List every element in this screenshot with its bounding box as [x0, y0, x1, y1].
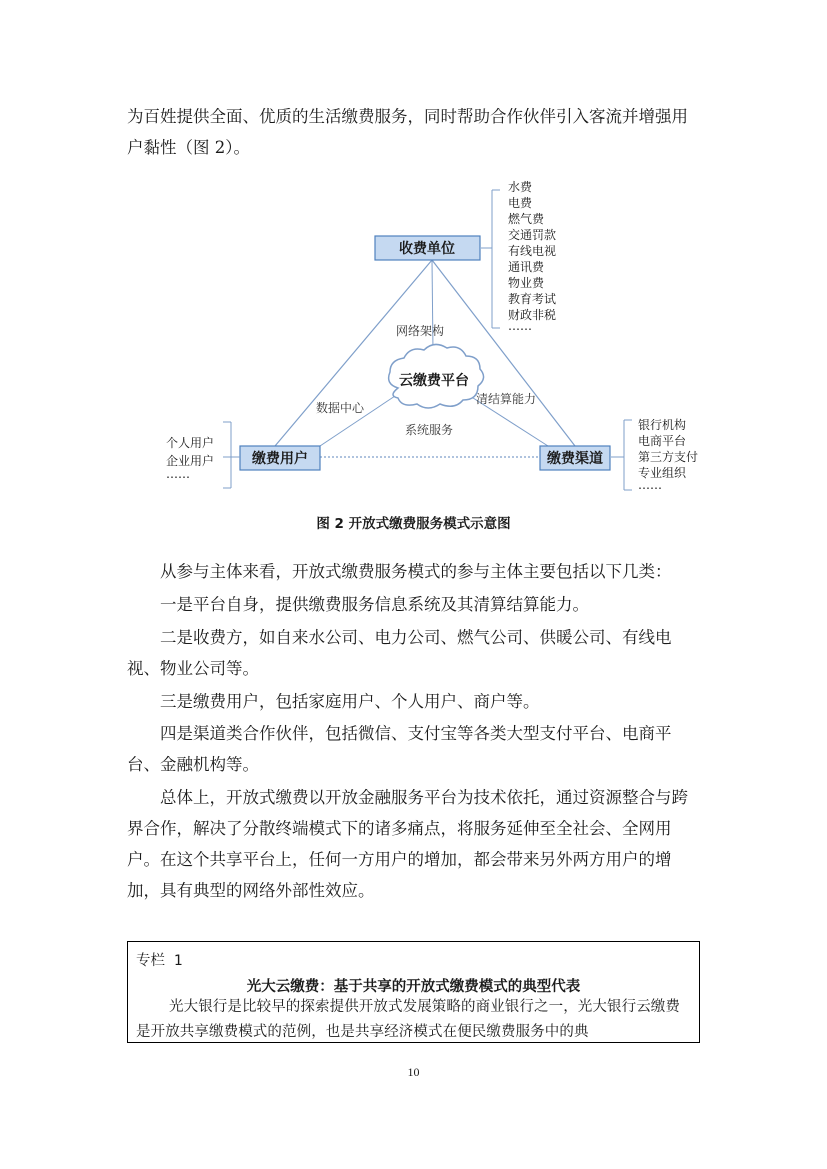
top-list-item: 燃气费 — [508, 212, 545, 226]
connector-top — [432, 260, 433, 352]
edge-label-data: 数据中心 — [316, 401, 365, 415]
left-list-item: 企业用户 — [166, 454, 215, 468]
top-list-item: 通讯费 — [508, 260, 545, 274]
sidebar-box — [127, 941, 700, 1043]
node-right-label: 缴费渠道 — [547, 451, 603, 467]
body-paragraph: 四是渠道类合作伙伴，包括微信、支付宝等各类大型支付平台、电商平台、金融机构等。 — [127, 724, 672, 774]
box-text: 光大银行是比较早的探索提供开放式发展策略的商业银行之一，光大银行云缴费是开放共享缴费模式的范例，也是共享经济模式在便民缴费服务中的典 — [136, 999, 680, 1040]
top-list-item: 交通罚款 — [508, 228, 557, 242]
node-top-label: 收费单位 — [399, 241, 455, 257]
top-list — [508, 179, 556, 333]
body-paragraph: 三是缴费用户，包括家庭用户、个人用户、商户等。 — [160, 692, 540, 711]
edge-label-network: 网络架构 — [396, 324, 445, 338]
right-list — [638, 417, 698, 492]
intro-paragraph: 为百姓提供全面、优质的生活缴费服务，同时帮助合作伙伴引入客流并增强用户黏性（图 2）。 — [127, 107, 688, 157]
box-title: 光大云缴费：基于共享的开放式缴费模式的典型代表 — [246, 979, 581, 995]
top-list-item: 财政非税 — [508, 308, 557, 322]
left-list-item: 个人用户 — [166, 436, 215, 450]
left-list-bracket — [223, 422, 240, 488]
top-list-item: 水费 — [508, 180, 533, 194]
body-paragraph: 总体上，开放式缴费以开放金融服务平台为技术依托，通过资源整合与跨界合作，解决了分散终端模式下的诸多痛点，将服务延伸至全社会、全网用户。在这个共享平台上，任何一方用户的增加，都会带来另外两方用户的增加，具有典型的网络外部性效应。 — [127, 788, 688, 900]
node-left-label: 缴费用户 — [252, 451, 308, 467]
top-list-item: 物业费 — [508, 276, 545, 290]
body-paragraph: 从参与主体来看，开放式缴费服务模式的参与主体主要包括以下几类： — [160, 562, 672, 581]
box-label: 专栏 1 — [136, 953, 183, 969]
left-list — [166, 435, 214, 481]
right-list-item: …… — [638, 478, 662, 492]
page-number: 10 — [407, 1065, 420, 1079]
body-paragraph: 一是平台自身，提供缴费服务信息系统及其清算结算能力。 — [160, 595, 589, 614]
right-list-item: 专业组织 — [638, 466, 687, 480]
cloud-platform-label: 云缴费平台 — [399, 373, 469, 389]
top-list-item: 教育考试 — [508, 292, 557, 306]
figure-caption: 图 2 开放式缴费服务模式示意图 — [316, 516, 511, 532]
edge-label-clearing: 清结算能力 — [476, 392, 537, 406]
right-list-item: 银行机构 — [638, 418, 687, 432]
body-paragraph: 二是收费方，如自来水公司、电力公司、燃气公司、供暖公司、有线电视、物业公司等。 — [127, 628, 672, 678]
top-list-item: 电费 — [508, 196, 533, 210]
top-list-item: …… — [508, 319, 532, 333]
right-list-bracket — [611, 420, 632, 490]
right-list-item: 第三方支付 — [638, 450, 699, 464]
left-list-item: …… — [166, 467, 190, 481]
top-list-bracket — [481, 190, 500, 328]
edge-label-system: 系统服务 — [405, 423, 454, 437]
payment-model-diagram — [0, 0, 827, 520]
right-list-item: 电商平台 — [638, 434, 687, 448]
top-list-item: 有线电视 — [508, 244, 557, 258]
